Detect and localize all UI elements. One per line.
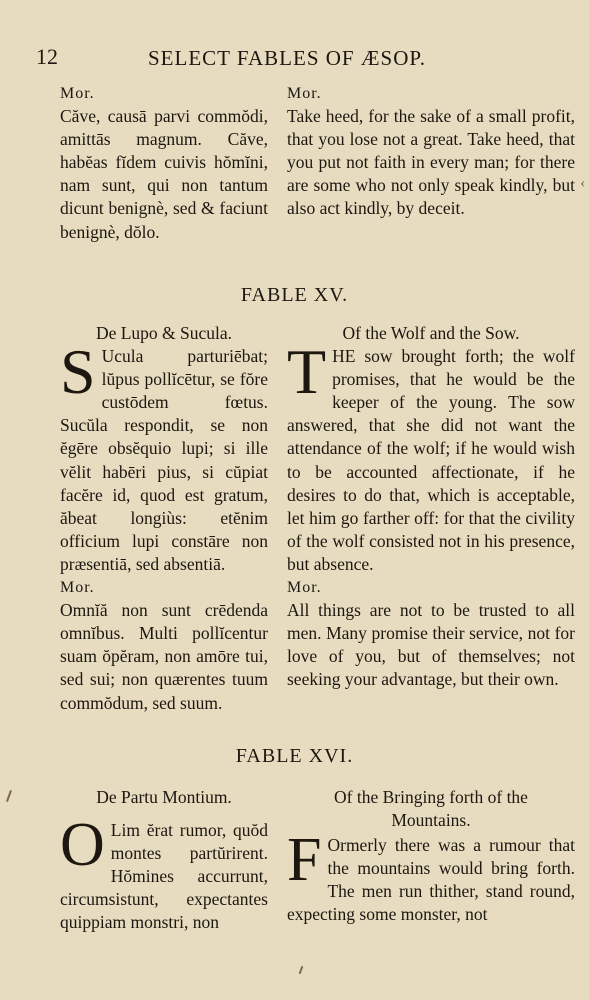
fable16-latin-text (60, 811, 268, 934)
fable16-latin-title: De Partu Montium. (96, 787, 232, 807)
fable15-english-moral: All things are not to be trusted to all men. Many promise their service, not for love of you, but of themselves; not seeking your advantage, but their own. (287, 600, 575, 690)
margin-mark (299, 966, 304, 974)
fable16-english-column (287, 786, 575, 927)
fable16-latin-column (60, 786, 268, 935)
fable14-english-moral (287, 82, 575, 221)
fable15-latin-text (60, 336, 268, 576)
drop-cap: F (287, 826, 322, 895)
page-header (0, 44, 589, 74)
fable15-latin-moral: Omnĭă non sunt crēdenda omnĭbus. Multi pollĭcentur suam ŏpĕram, non amōre tui, sed sui; non quærentes tuum commŏdum, sed suum. (60, 600, 268, 713)
drop-cap: O (60, 811, 105, 880)
fable16-english-title: Of the Bringing forth of the Mountains. (334, 787, 528, 831)
running-head: SELECT FABLES OF ÆSOP. (148, 46, 426, 70)
fable15-latin-column (60, 322, 268, 715)
moral-text-latin: Căve, causā parvi commŏdi, amittās magnum. Căve, habĕas fĭdem cuivis hŏmĭni, nam sunt, qui non tantum dicunt benignè, sed & faciunt benignè, dŏlo. (60, 106, 268, 242)
moral-text-english: Take heed, for the sake of a small profit, that you lose not a great. Take heed, that you put not faith in every man; for there are some who not only speak kindly, but also act kindly, by deceit. (287, 106, 575, 219)
fable15-english-text (287, 336, 575, 576)
margin-mark (6, 790, 12, 802)
moral-label: Mor. (287, 85, 322, 102)
moral-label: Mor. (60, 579, 95, 597)
fable16-latin-body: Lim ĕrat rumor, quŏd montes partŭrirent. Hŏmines accurrunt, circumsistunt, expectantes quippiam monstri, non (60, 820, 268, 933)
fable16-english-body: Ormerly there was a rumour that the mountains would bring forth. The men run thither, stand round, expecting some monster, not (287, 835, 575, 925)
fable16-english-text (287, 826, 575, 926)
moral-label: Mor. (60, 85, 95, 102)
fable15-latin-title: De Lupo & Sucula. (95, 323, 233, 343)
drop-cap: T (287, 336, 327, 408)
fable15-english-title: Of the Wolf and the Sow. (342, 323, 520, 343)
fable14-latin-moral (60, 82, 268, 244)
fable16-heading: FABLE XVI. (235, 745, 354, 767)
margin-mark: ‹ (580, 176, 585, 191)
page-number: 12 (36, 44, 58, 69)
fable15-english-column (287, 322, 575, 692)
fable15-latin-body: Ucula parturiēbat; lŭpus pollĭcētur, se fŏre custōdem fœtus. Sucŭla respondit, se non ĕgēre obsĕquio lupi; si ille vĕlit habēri pius, si cŭpiat facĕre id, quod est gratum, ăbeat longiùs: etĕnim officium lupi constāre non præsentiā, sed absentiā. (60, 346, 268, 574)
drop-cap: S (60, 336, 96, 408)
fable15-heading: FABLE XV. (240, 284, 349, 306)
fable15-english-body: HE sow brought forth; the wolf promises, that he would be the keeper of the young. The sow answered, that she did not want the attendance of the wolf; if he would wish to be accounted affectionate, if he desires to do that, which is acceptable, let him go farther off: for that the civility of the wolf consisted not in his presence, but absence. (287, 346, 575, 574)
moral-label: Mor. (287, 579, 322, 597)
